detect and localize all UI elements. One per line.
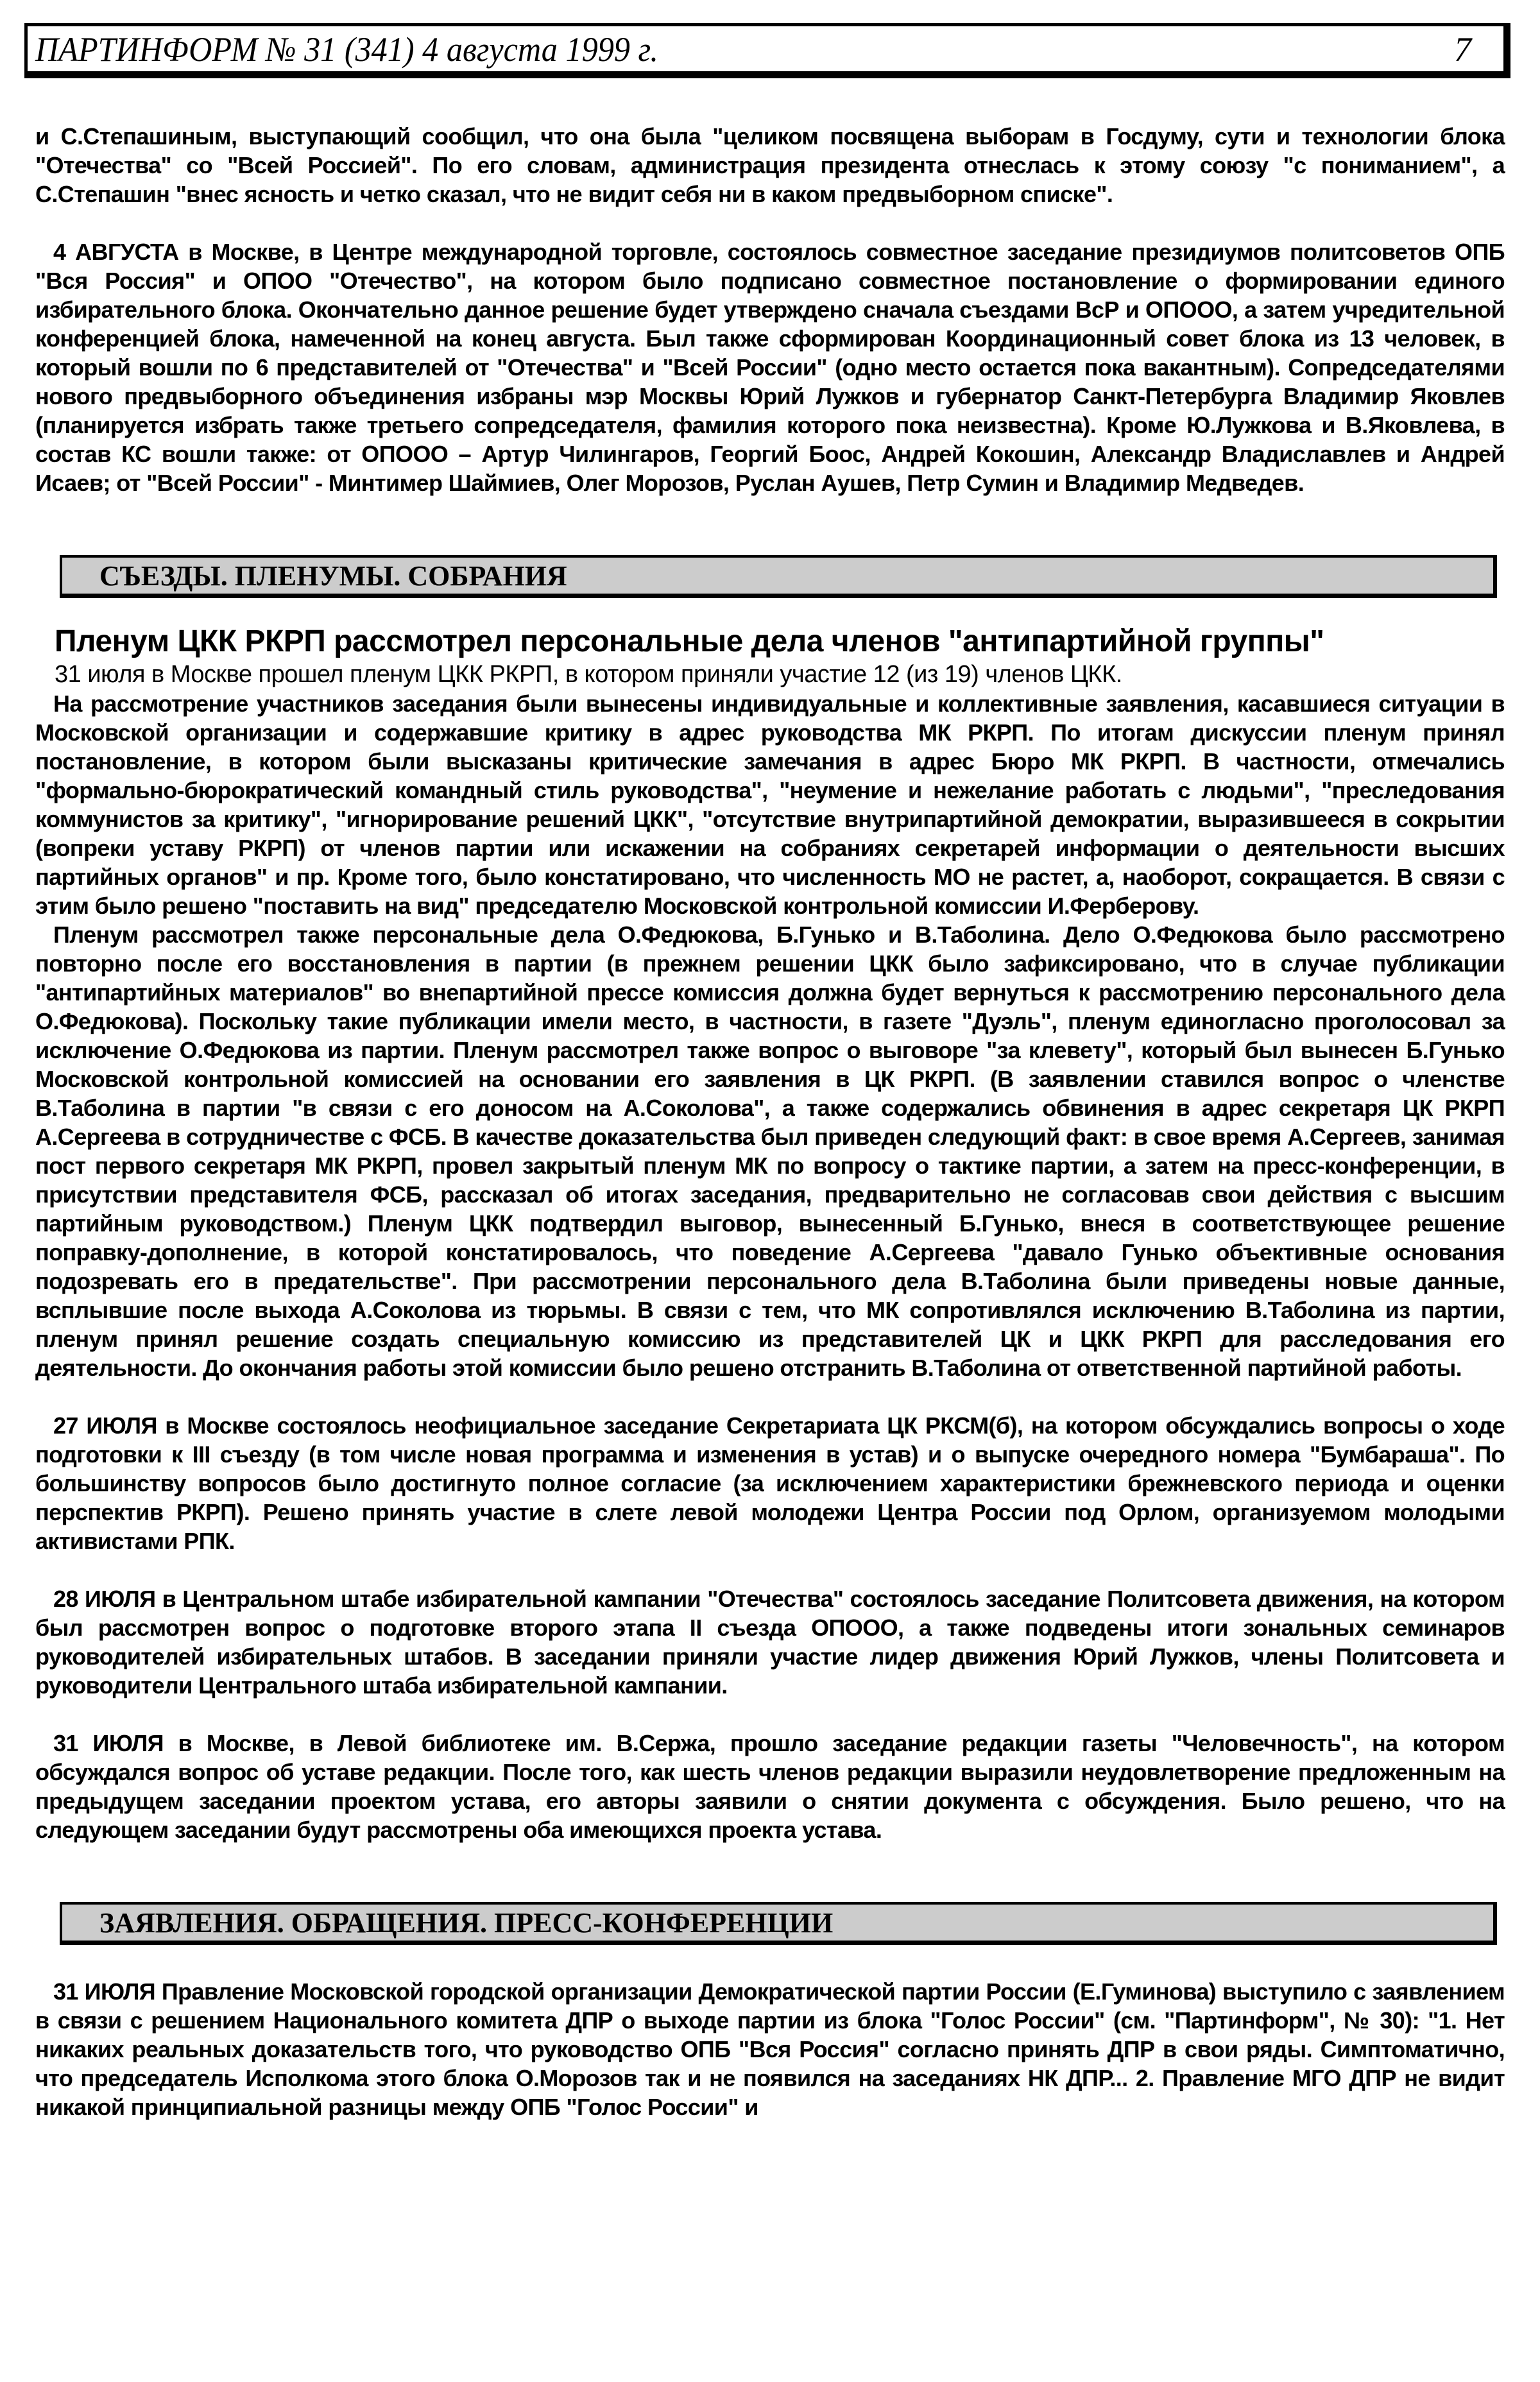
publication-title: ПАРТИНФОРМ № 31 (341) 4 августа 1999 г. <box>35 30 658 69</box>
news-item-jul28: 28 ИЮЛЯ в Центральном штабе избирательной кампании "Отечества" состоялось заседание Политсовета движения, на котором был рассмотрен вопрос о подготовке второго этапа II съезда ОПООО, а также подведены итоги зональных семинаров руководителей избирательных штабов. В заседании приняли участие лидер движения Юрий Лужков, члены Политсовета и руководители Центрального штаба избирательной кампании. <box>35 1586 1505 1699</box>
section-heading-statements <box>60 1902 1497 1945</box>
news-item-dpr-statement: 31 ИЮЛЯ Правление Московской городской организации Демократической партии России (Е.Гуминова) выступило с заявлением в связи с решением Национального комитета ДПР о выходе партии из блока "Голос России" (см. "Партинформ", № 30): "1. Нет никаких реальных доказательств того, что руководство ОПБ "Вся Россия" согласно принять ДПР в свои ряды. Симптоматично, что председатель Исполкома этого блока О.Морозов так и не появился на заседаниях НК ДПР... 2. Правление МГО ДПР не видит никакой принципиальной разницы между ОПБ "Голос России" и <box>35 1978 1505 2120</box>
news-item-jul27: 27 ИЮЛЯ в Москве состоялось неофициальное заседание Секретариата ЦК РКСМ(б), на котором обсуждались вопросы о ходе подготовки к III съезду (в том числе новая программа и изменения в устав) и о выпуске очередного номера "Бумбараша". По большинству вопросов было достигнуто полное согласие (за исключением характеристики брежневского периода и оценки перспектив РКРП). Решено принять участие в слете левой молодежи Центра России под Орлом, организуемом молодыми активистами РПК. <box>35 1412 1505 1554</box>
page-content <box>35 122 1505 2121</box>
article-paragraph: Пленум рассмотрел также персональные дела О.Федюкова, Б.Гунько и В.Таболина. Дело О.Федюкова было рассмотрено повторно после его восстановления в партии (в прежнем решении ЦКК было зафиксировано, что в случае публикации "антипартийных материалов" во внепартийной прессе комиссия должна будет вернуться к рассмотрению персонального дела О.Федюкова). Поскольку такие публикации имели место, в частности, в газете "Дуэль", пленум единогласно проголосовал за исключение О.Федюкова из партии. Пленум рассмотрел также вопрос о выговоре "за клевету", который был вынесен Б.Гунько Московской контрольной комиссией на основании его заявления в ЦК РКРП. (В заявлении ставился вопрос о членстве В.Таболина в партии "в связи с его доносом на А.Соколова", а также содержались обвинения в адрес секретаря ЦК РКРП А.Сергеева в сотрудничестве с ФСБ. В качестве доказательства был приведен следующий факт: в свое время А.Сергеев, занимая пост первого секретаря МК РКРП, провел закрытый пленум МК по вопросу о тактике партии, а затем на пресс-конференции, в присутствии представителя ФСБ, рассказал об итогах заседания, предварительно не согласовав свои действия с высшим партийным руководством.) Пленум ЦКК подтвердил выговор, вынесенный Б.Гунько, внеся в соответствующее решение поправку-дополнение, в которой констатировалось, что поведение А.Сергеева "давало Гунько объективные основания подозревать его в предательстве". При рассмотрении персонального дела В.Таболина были приведены новые данные, всплывшие после выхода А.Соколова из тюрьмы. В связи с тем, что МК сопротивлялся исключению В.Таболина из партии, пленум принял решение создать специальную комиссию из представителей ЦК и ЦКК РКРП для расследования его деятельности. До окончания работы этой комиссии было решено отстранить В.Таболина от ответственной партийной работы. <box>35 921 1505 1381</box>
news-item-jul31: 31 ИЮЛЯ в Москве, в Левой библиотеке им. В.Сержа, прошло заседание редакции газеты "Человечность", на котором обсуждался вопрос об уставе редакции. После того, как шесть членов редакции выразили неудовлетворение предложенным на предыдущем заседании проектом устава, его авторы заявили о снятии документа с обсуждения. Было решено, что на следующем заседании будут рассмотрены оба имеющихся проекта устава. <box>35 1730 1505 1843</box>
section-heading-congresses <box>60 555 1497 598</box>
article-paragraph: На рассмотрение участников заседания были вынесены индивидуальные и коллективные заявления, касавшиеся ситуации в Московской организации и содержавшие критику в адрес руководства МК РКРП. По итогам дискуссии пленум принял постановление, в котором были высказаны критические замечания в адрес Бюро МК РКРП. В частности, отмечались "формально-бюрократический командный стиль руководства", "неумение и нежелание работать с людьми", "преследования коммунистов за критику", "игнорирование решений ЦКК", "отсутствие внутрипартийной демократии, выразившееся в сокрытии (вопреки уставу РКРП) от членов партии или искажении на собраниях секретарей информации о деятельности высших партийных органов" и пр. Кроме того, было констатировано, что численность МО не растет, а, наоборот, сокращается. В связи с этим было решено "поставить на вид" председателю Московской контрольной комиссии И.Ферберову. <box>35 690 1505 919</box>
intro-paragraph: и С.Степашиным, выступающий сообщил, что она была "целиком посвящена выборам в Госдуму, сути и технологии блока "Отечества" со "Всей Россией". По его словам, администрация президента отнеслась к этому союзу "с пониманием", а С.Степашин "внес ясность и четко сказал, что не видит себя ни в каком предвыборном списке". <box>35 123 1505 207</box>
page-header <box>24 23 1510 78</box>
news-item-aug4: 4 АВГУСТА в Москве, в Центре международной торговле, состоялось совместное заседание президиумов политсоветов ОПБ "Вся Россия" и ОПОО "Отечество", на котором было подписано совместное постановление о формировании единого избирательного блока. Окончательно данное решение будет утверждено сначала съездами ВсР и ОПООО, а затем учредительной конференцией блока, намеченной на конец августа. Был также сформирован Координационный совет блока из 13 человек, в который вошли по 6 представителей от "Отечества" и "Всей России" (одно место остается пока вакантным). Сопредседателями нового предвыборного объединения избраны мэр Москвы Юрий Лужков и губернатор Санкт-Петербурга Владимир Яковлев (планируется избрать также третьего сопредседателя, фамилия которого пока неизвестна). Кроме Ю.Лужкова и В.Яковлева, в состав КС вошли также: от ОПООО – Артур Чилингаров, Георгий Боос, Андрей Кокошин, Александр Владиславлев и Андрей Исаев; от "Всей России" - Минтимер Шаймиев, Олег Морозов, Руслан Аушев, Петр Сумин и Владимир Медведев. <box>35 239 1505 496</box>
page-number: 7 <box>1454 30 1471 69</box>
section-heading-label: СЪЕЗДЫ. ПЛЕНУМЫ. СОБРАНИЯ <box>99 560 567 592</box>
section-heading-label: ЗАЯВЛЕНИЯ. ОБРАЩЕНИЯ. ПРЕСС-КОНФЕРЕНЦИИ <box>99 1907 834 1939</box>
article-lead: 31 июля в Москве прошел пленум ЦКК РКРП, в котором приняли участие 12 (из 19) членов ЦКК. <box>55 661 1122 688</box>
article-title: Пленум ЦКК РКРП рассмотрел персональные дела членов "антипартийной группы" <box>55 624 1324 658</box>
